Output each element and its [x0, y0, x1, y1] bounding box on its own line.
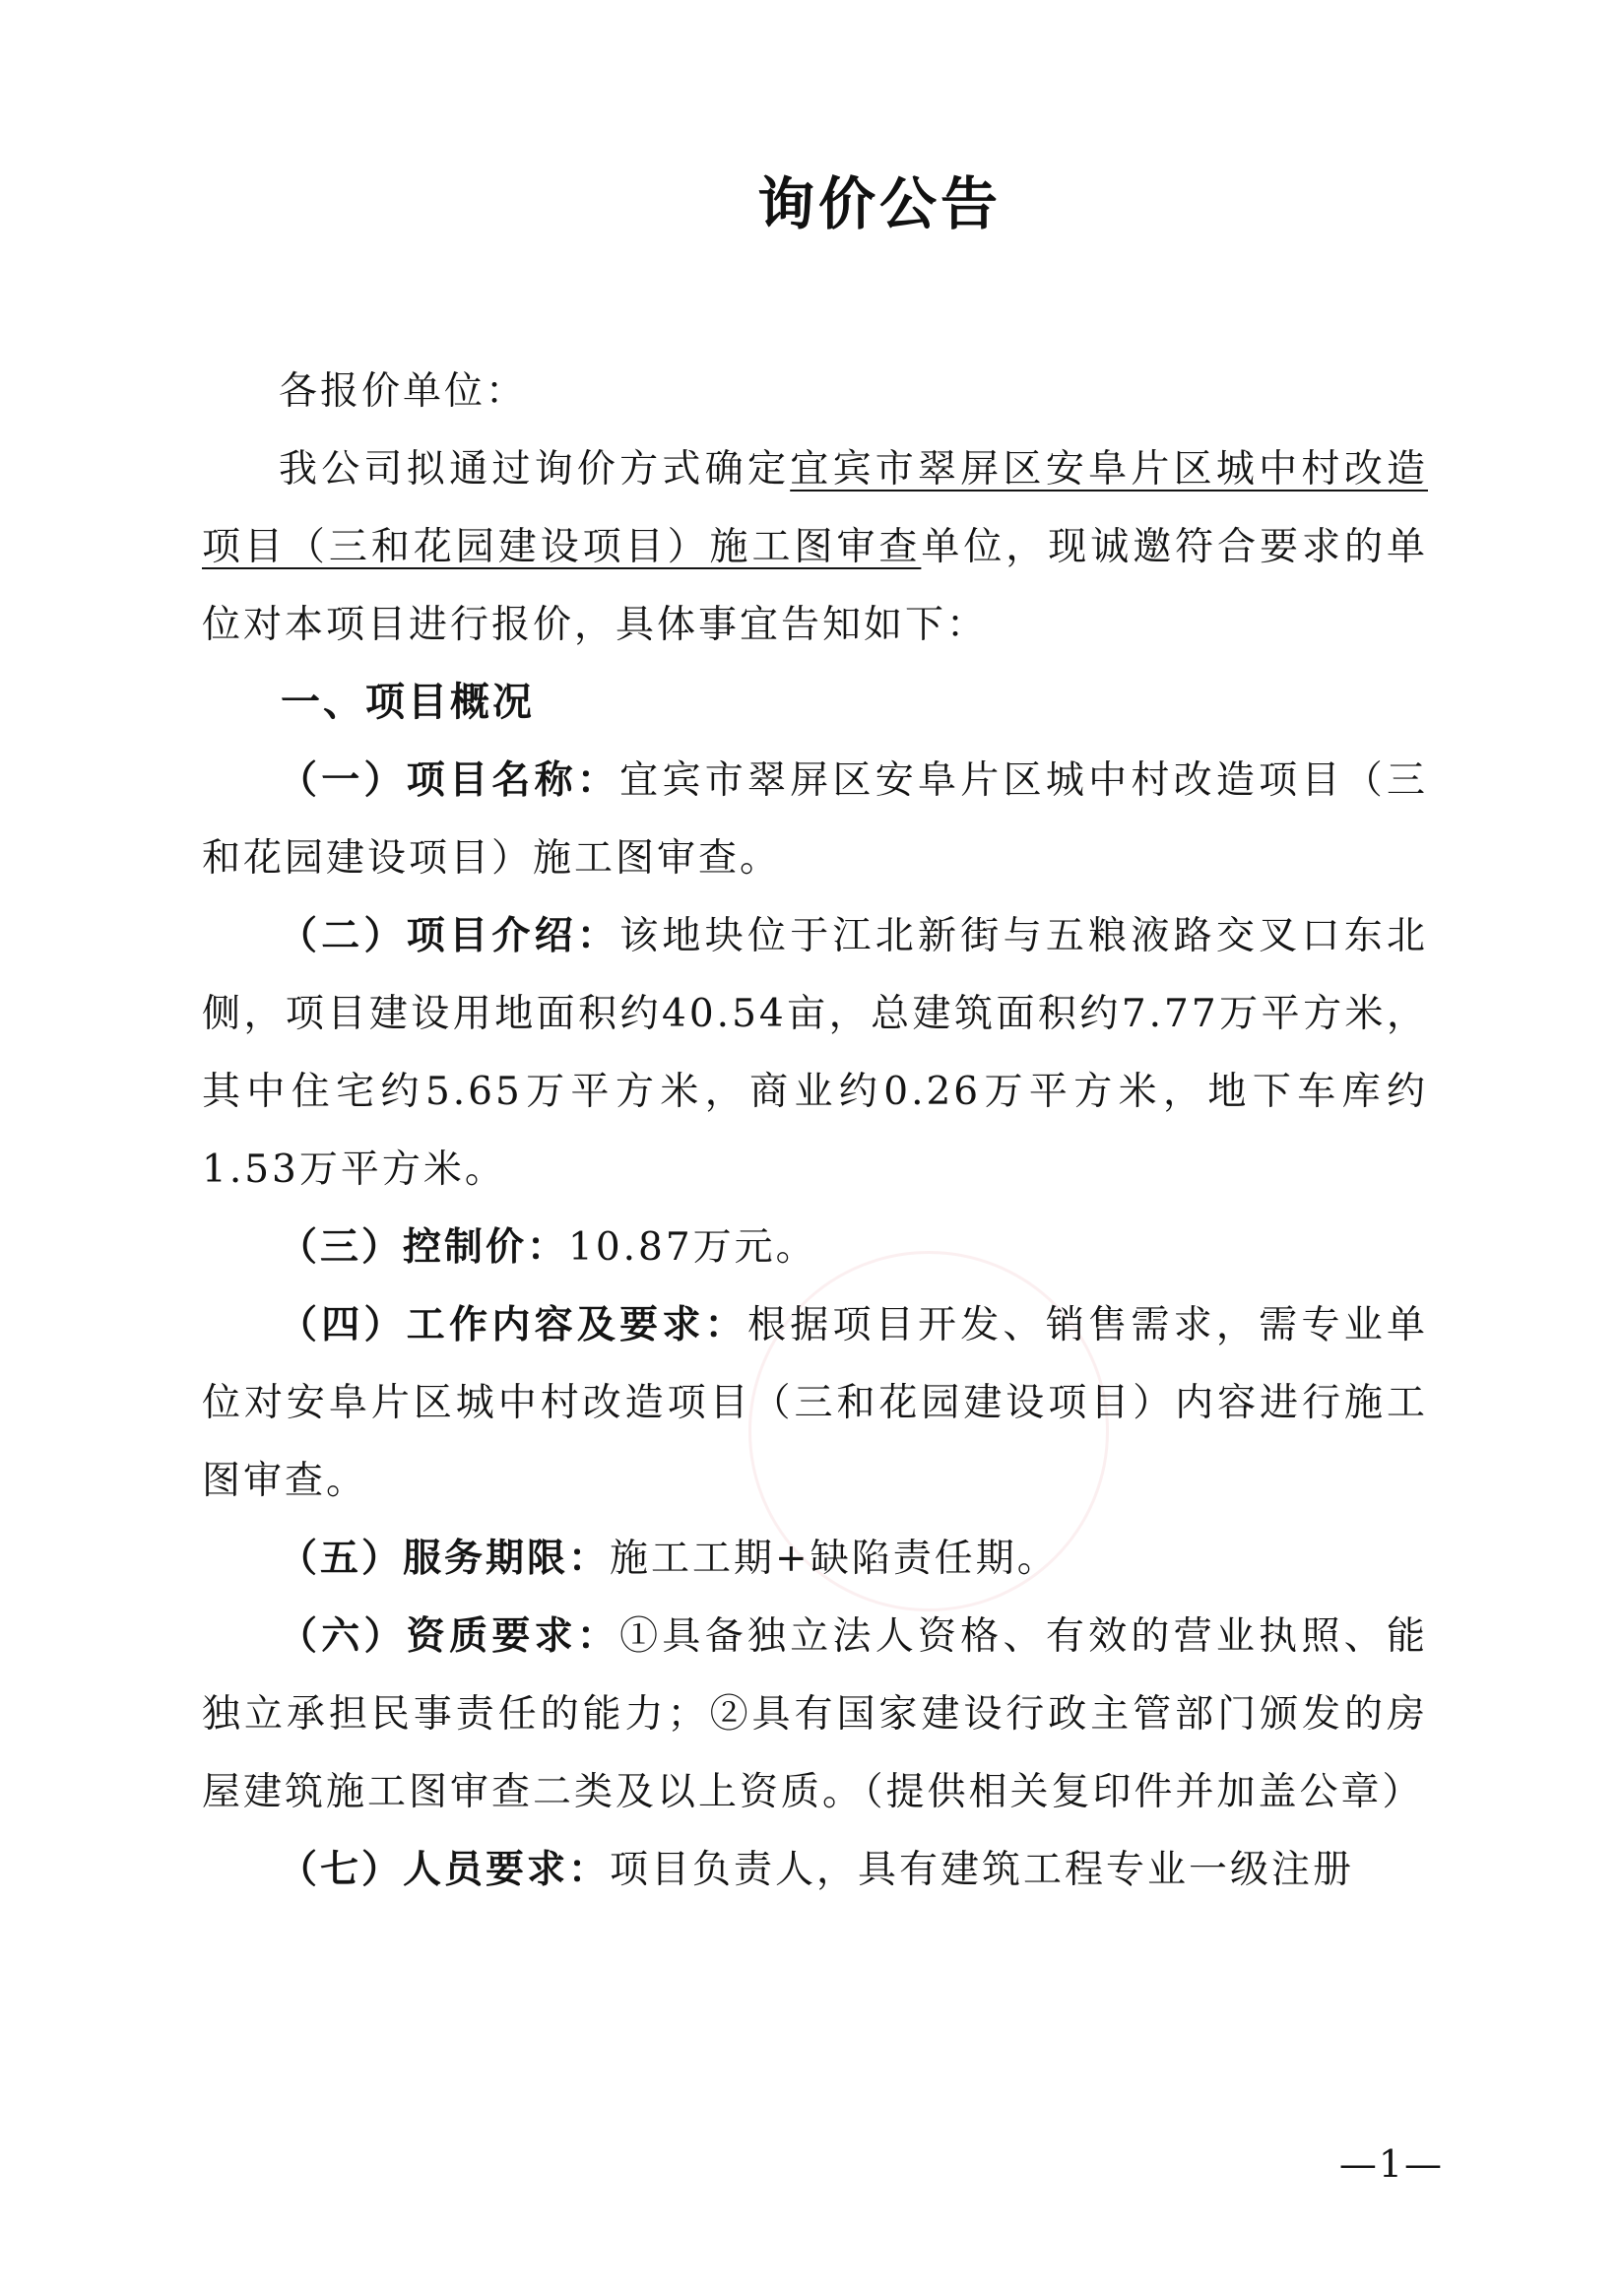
item-label: （七）人员要求： — [279, 1848, 611, 1892]
intro-paragraph — [202, 430, 1428, 664]
item-text: 宜宾市翠屏区安阜片区城中村改造项目（三和花园建设项目）施工图审查。 — [202, 758, 1428, 881]
item-label: （五）服务期限： — [279, 1537, 611, 1581]
intro-after: 单位，现诚邀符合要求的单位对本项目进行报价，具体事宜告知如下： — [202, 525, 1428, 647]
item-control-price — [202, 1209, 1428, 1286]
item-project-name — [202, 742, 1428, 897]
item-label: （三）控制价： — [279, 1225, 569, 1270]
item-service-period — [202, 1520, 1428, 1598]
item-qualification — [202, 1598, 1428, 1831]
intro-before: 我公司拟通过询价方式确定 — [279, 447, 791, 492]
item-project-intro — [202, 897, 1428, 1209]
intro-project-name: 宜宾市翠屏区安阜片区城中村改造项目（三和花园建设项目）施工图审查 — [202, 447, 1428, 569]
item-text: 项目负责人，具有建筑工程专业一级注册 — [610, 1848, 1355, 1892]
item-text: 10.87万元。 — [568, 1225, 817, 1270]
item-label: （六）资质要求： — [279, 1614, 620, 1659]
item-text: 根据项目开发、销售需求，需专业单位对安阜片区城中村改造项目（三和花园建设项目）内容进行施工图审查。 — [202, 1303, 1428, 1503]
item-text: 施工工期+缺陷责任期。 — [610, 1537, 1059, 1581]
item-label: （二）项目介绍： — [279, 914, 620, 958]
item-personnel — [202, 1831, 1428, 1909]
salutation: 各报价单位： — [279, 369, 528, 414]
item-text: 该地块位于江北新街与五粮液路交叉口东北侧，项目建设用地面积约40.54亩，总建筑面积约7.77万平方米，其中住宅约5.65万平方米，商业约0.26万平方米，地下车库约1.53万平方米。 — [202, 914, 1428, 1192]
item-text: ①具备独立法人资格、有效的营业执照、能独立承担民事责任的能力；②具有国家建设行政主管部门颁发的房屋建筑施工图审查二类及以上资质。（提供相关复印件并加盖公章） — [202, 1614, 1428, 1814]
item-label: （一）项目名称： — [279, 758, 620, 803]
page-number: —1— — [1338, 2142, 1444, 2186]
document-body — [202, 353, 1428, 1909]
item-label: （四）工作内容及要求： — [279, 1303, 747, 1347]
document-title: 询价公告 — [756, 170, 1002, 237]
item-work-content — [202, 1286, 1428, 1520]
section-heading-overview: 一、项目概况 — [281, 680, 535, 725]
